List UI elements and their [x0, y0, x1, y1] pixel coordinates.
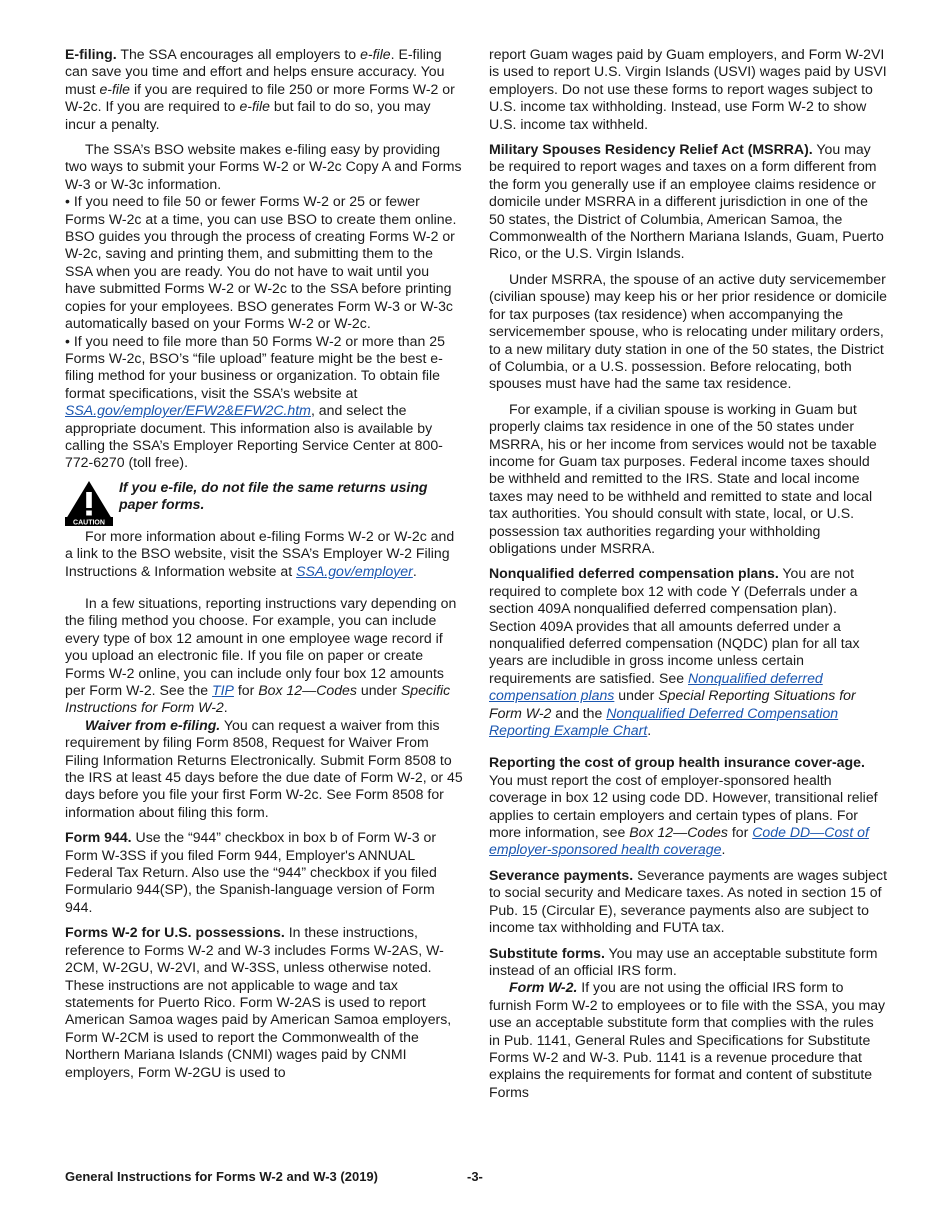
waiver-paragraph: Waiver from e-filing. You can request a waiver from this requirement by filing Form 8508, Request for Waiver From Filing Information Returns Electronically. Submit Form 8508 to the IRS at least 45 days before the due date of Form W-2, or 45 days before you file your first Form W-2c. See Form 8508 for information about filing this form. [65, 716, 463, 820]
caution-icon [65, 480, 113, 526]
msrra-paragraph-3: For example, if a civilian spouse is working in Guam but properly claims tax residence in one of the 50 states under MSRRA, his or her income from services would not be taxable income for Guam tax purposes. Federal income taxes should be withheld and remitted to the IRS. State and local income taxes may need to be withheld and remitted to state and local tax authorities. You should consult with state, local, or U.S. possession tax authorities regarding your withholding obligations under MSRRA. [489, 400, 877, 556]
substitute-paragraph: Substitute forms. You may use an acceptable substitute form instead of an official IRS form. [489, 944, 878, 978]
possessions-heading: Forms W-2 for U.S. possessions. [65, 924, 285, 941]
form-w2-paragraph: Form W-2. If you are not using the official IRS form to furnish Form W-2 to employees or to file with the SSA, you may use an acceptable substitute form that complies with the rules in Pub. 1141, General Rules and Specifications for Substitute Forms W-2 and W-3. Pub. 1141 is a revenue procedure that explains the requirements for format and content of substitute Forms [489, 979, 886, 1100]
nqdc-heading: Nonqualified deferred compensation plans. [489, 565, 779, 582]
possessions-paragraph: Forms W-2 for U.S. possessions. In these instructions, reference to Forms W-2 and W-3 includes Forms W-2AS, W-2CM, W-2GU, W-2VI, and W-3SS, unless otherwise noted. These instructions are not applicable to wage and tax statements for Puerto Rico. Form W-2AS is used to report American Samoa wages paid by American Samoa employers, Form W-2CM is used to report the Commonwealth of the Northern Mariana Islands (CNMI) wages paid by CNMI employers, Form W-2GU is used to [65, 924, 452, 1080]
more-info-paragraph: For more information about e-filing Forms W-2 or W-2c and a link to the BSO website, visit the SSA’s Employer W-2 Filing Instructions & Information website at SSA.gov/employer. [65, 527, 455, 579]
right-column [489, 46, 887, 1101]
msrra-heading: Military Spouses Residency Relief Act (MSRRA). [489, 141, 813, 158]
waiver-heading: Waiver from e-filing. [85, 716, 221, 733]
caution-callout [65, 479, 463, 526]
nqdc-paragraph: Nonqualified deferred compensation plans. You are not required to complete box 12 with code Y (Deferrals under a section 409A nonqualified deferred compensation plan). Section 409A provides that all amounts deferred under a nonqualified deferred compensation (NQDC) plan for all tax years are includible in gross income unless certain requirements are satisfied. See Nonqualified deferred compensation plans under Special Reporting Situations for Form W-2 and the Nonqualified Deferred Compensation Reporting Example Chart. [489, 565, 860, 739]
msrra-paragraph: Military Spouses Residency Relief Act (MSRRA). You may be required to report wages and taxes on a form different from the form you generally use if an employee claims residence or domicile under MSRRA in a different jurisdiction in one of the 50 states, the District of Columbia, American Samoa, the Commonwealth of the Northern Mariana Islands, Guam, Puerto Rico, or the U.S. Virgin Islands. [489, 141, 884, 262]
footer-title: General Instructions for Forms W-2 and W-3 (2019) [65, 1169, 378, 1184]
page-number: -3- [467, 1169, 483, 1184]
possessions-continued: report Guam wages paid by Guam employers, and Form W-2VI is used to report U.S. Virgin Islands (USVI) wages paid by USVI employers. Do not use these forms to report wages subject to U.S. income tax withholding. Instead, use Form W-2 to show U.S. income tax withheld. [489, 46, 887, 132]
severance-heading: Severance payments. [489, 866, 634, 883]
few-situations-paragraph: In a few situations, reporting instructions vary depending on the filing method you choose. For example, you can include every type of box 12 amount in one employee wage record if you upload an electronic file. If you file on paper or create Forms W-2 online, you can include only four box 12 amounts per Form W-2. See the TIP for Box 12—Codes under Specific Instructions for Form W-2. [65, 594, 457, 716]
form944-paragraph: Form 944. Use the “944” checkbox in box b of Form W-3 or Form W-3SS if you filed Form 944, Employer's ANNUAL Federal Tax Return. Also use the “944” checkbox if you filed Formulario 944(SP), the Spanish-language version of Form 944. [65, 829, 437, 915]
code-dd-link[interactable]: Code DD—Cost of employer-sponsored health coverage [489, 824, 869, 858]
substitute-heading: Substitute forms. [489, 944, 605, 961]
bso-intro-paragraph: The SSA’s BSO website makes e-filing easy by providing two ways to submit your Forms W-2 or W-2c Copy A and Forms W-3 or W-3c information. [65, 141, 462, 192]
nqdc-plans-link[interactable]: Nonqualified deferred compensation plans [489, 669, 823, 704]
nqdc-chart-link[interactable]: Nonqualified Deferred Compensation Reporting Example Chart [489, 704, 839, 739]
left-column [65, 46, 463, 1081]
ssa-efw2-link[interactable]: SSA.gov/employer/EFW2&EFW2C.htm [65, 402, 311, 419]
msrra-paragraph-2: Under MSRRA, the spouse of an active duty servicemember (civilian spouse) may keep his or her prior residence or domicile for tax purposes (tax residence) when accompanying the servicemember spouse, who is relocating under military orders, to a new military duty station in one of the 50 states, the District of Columbia, or a U.S. possession. Before relocating, both spouses must have had the same tax residence. [489, 270, 887, 392]
tip-link[interactable]: TIP [212, 682, 234, 698]
caution-icon-label: CAUTION [73, 519, 105, 526]
page-footer [65, 1168, 915, 1185]
form-w2-heading: Form W-2. [509, 979, 578, 996]
ssa-employer-link[interactable]: SSA.gov/employer [296, 562, 413, 579]
bso-bullet-2: • If you need to file more than 50 Forms W-2 or more than 25 Forms W-2c, BSO’s “file upload” feature might be the best e-filing method for your business or organization. To obtain file format specifications, visit the SSA’s website at SSA.gov/employer/EFW2&EFW2C.htm, and select the appropriate document. This information also is available by calling the SSA’s Employer Reporting Service Center at 800-772-6270 (toll free). [65, 332, 445, 471]
caution-text: If you e-file, do not file the same returns using paper forms. [119, 478, 428, 513]
efiling-heading: E-filing. [65, 46, 117, 62]
bso-bullet-1: • If you need to file 50 or fewer Forms W-2 or 25 or fewer Forms W-2c at a time, you can use BSO to create them online. BSO guides you through the process of creating Forms W-2 or W-2c, saving and printing them, and submitting them to the SSA when you are ready. You do not have to wait until you have submitted Forms W-2 or W-2c to the SSA before printing copies for your employees. BSO generates Form W-3 or W-3c automatically based on your Forms W-2 or W-2c. [65, 193, 457, 332]
health-coverage-paragraph: Reporting the cost of group health insurance cover-age. You must report the cost of employer-sponsored health coverage in box 12 using code DD. However, transitional relief applies to certain employers and certain types of plans. For more information, see Box 12—Codes for Code DD—Cost of employer-sponsored health coverage. [489, 754, 878, 858]
health-coverage-heading: Reporting the cost of group health insurance cover-age. [489, 754, 865, 771]
severance-paragraph: Severance payments. Severance payments are wages subject to social security and Medicare taxes. As noted in section 15 of Pub. 15 (Circular E), severance payments also are subject to income tax withholding and FUTA tax. [489, 866, 887, 936]
form944-heading: Form 944. [65, 829, 132, 846]
efiling-paragraph: E-filing. The SSA encourages all employers to e-file. E-filing can save you time and effort and helps ensure accuracy. You must e-file if you are required to file 250 or more Forms W-2 or W-2c. If you are required to e-file but fail to do so, you may incur a penalty. [65, 46, 455, 132]
